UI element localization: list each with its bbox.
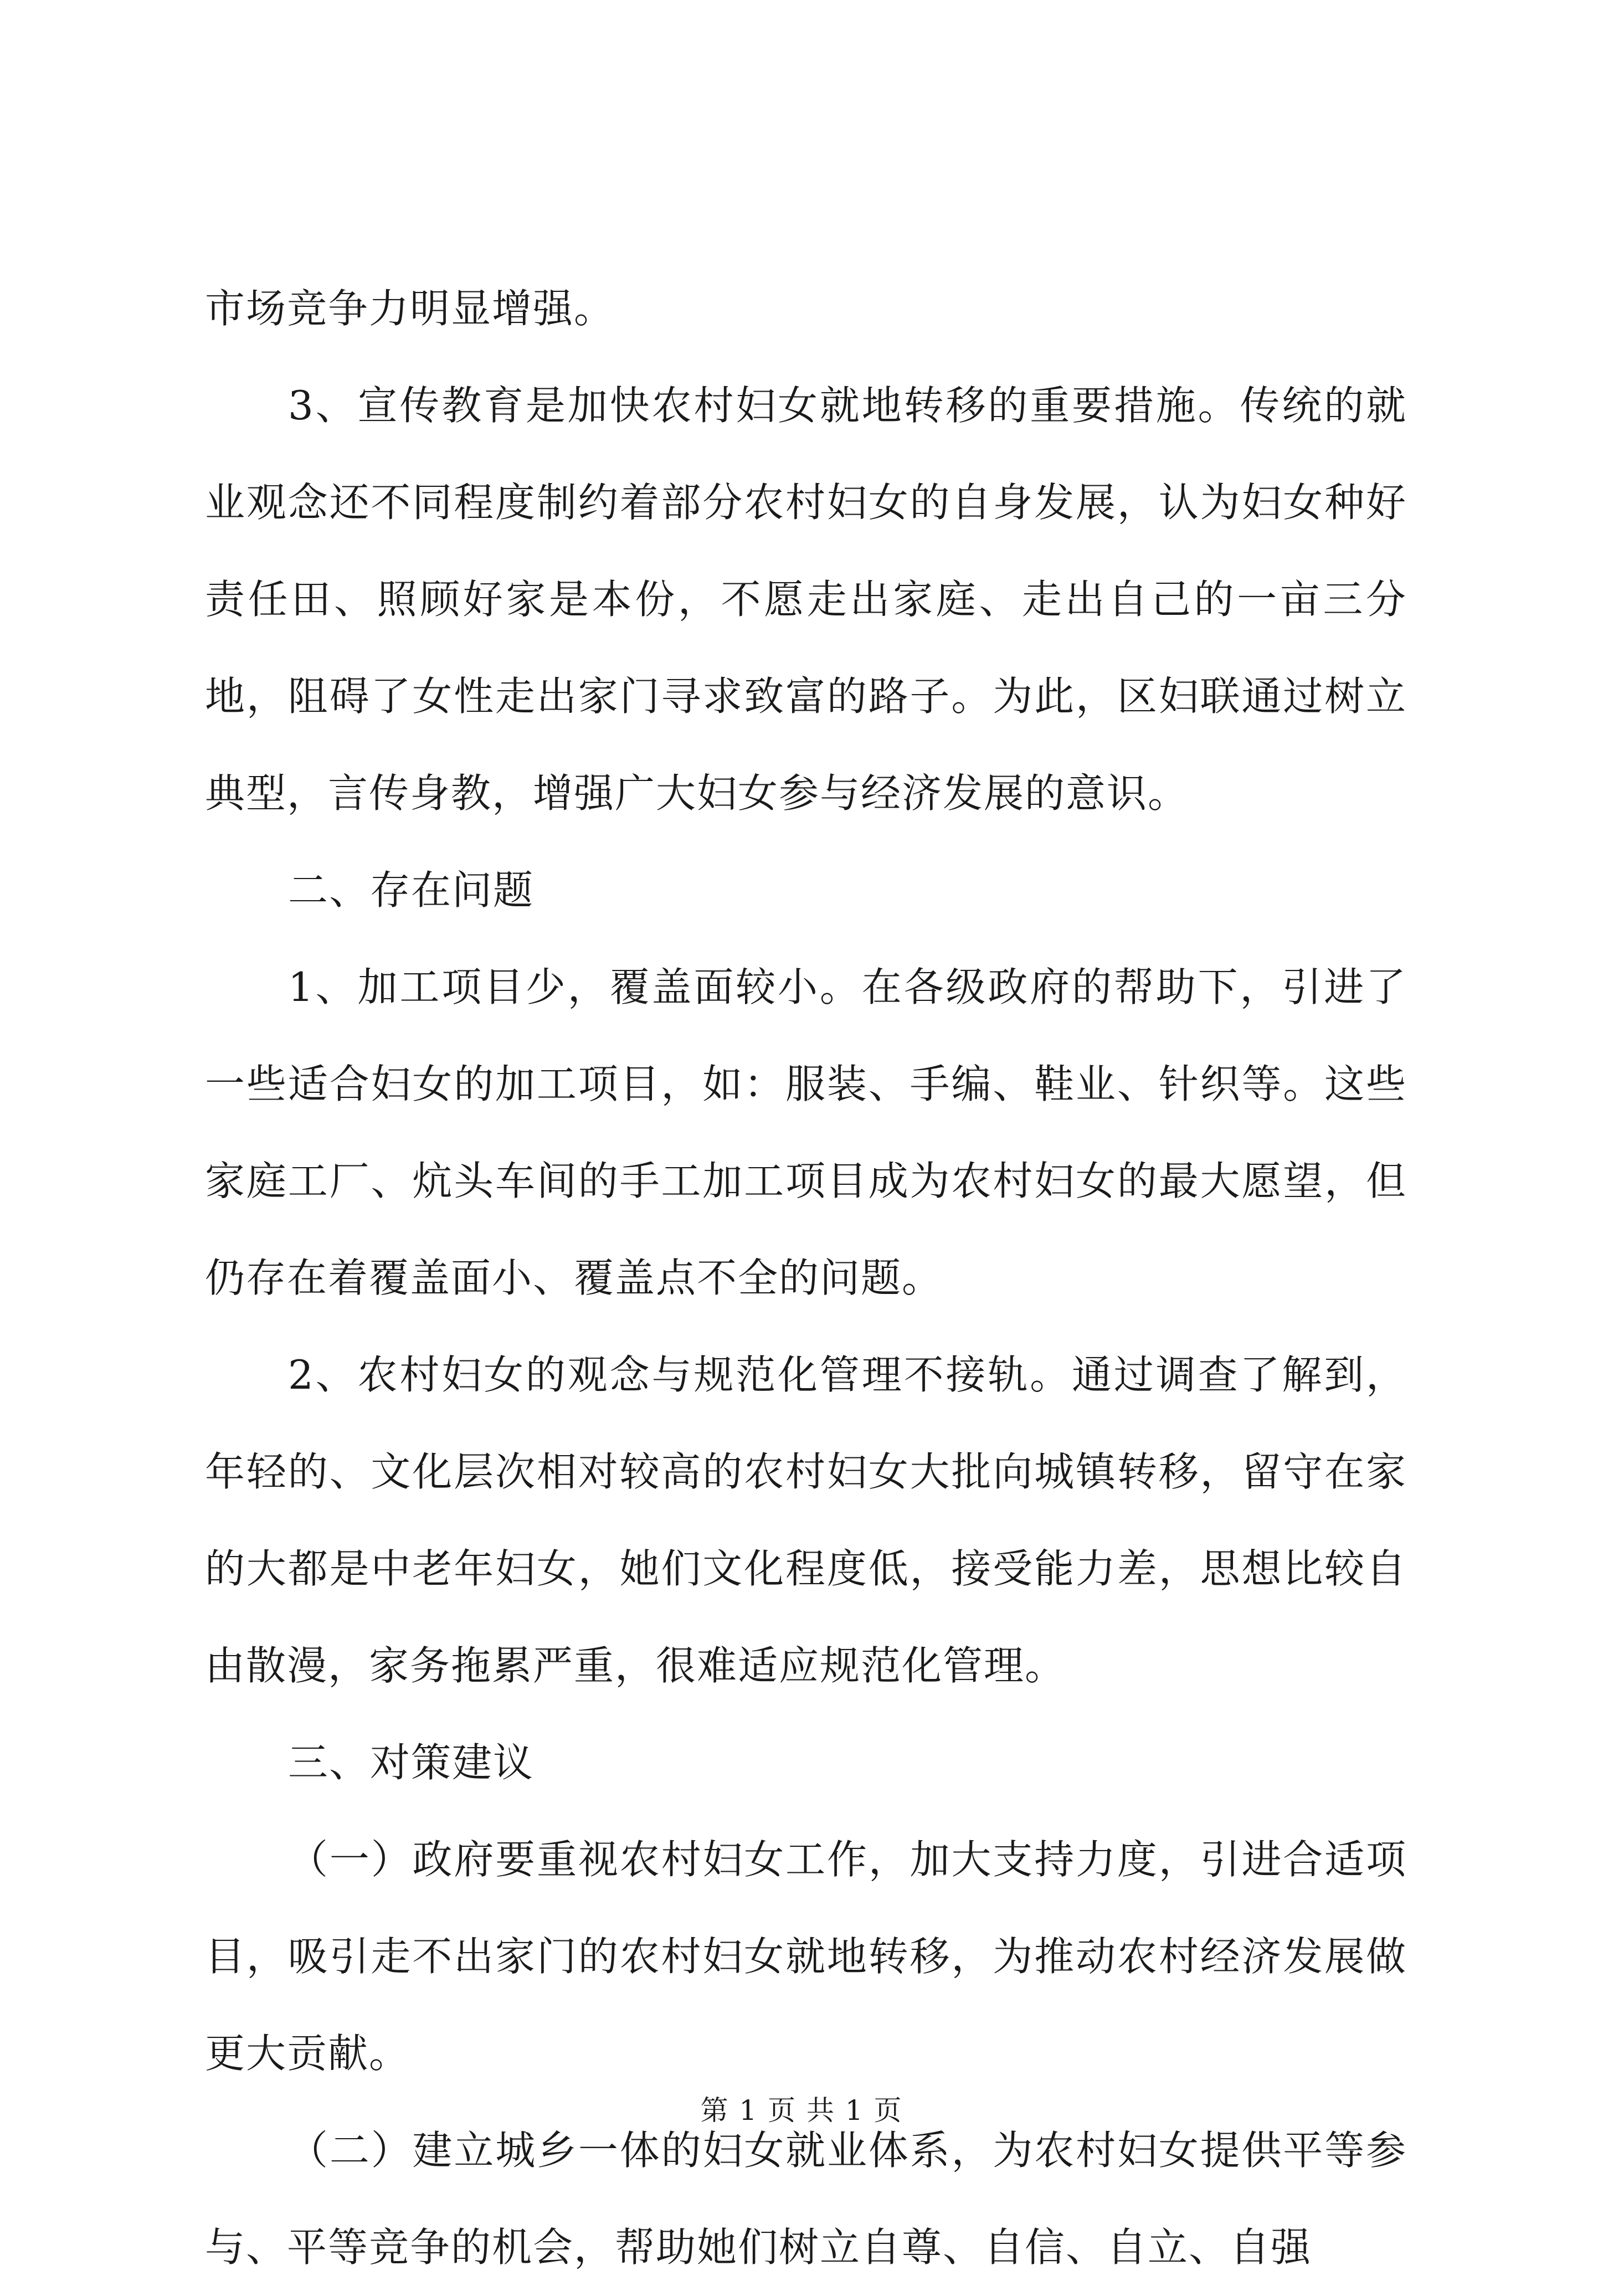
document-body — [205, 260, 1407, 2296]
paragraph-2: 3、宣传教育是加快农村妇女就地转移的重要措施。传统的就业观念还不同程度制约着部分农村妇女的自身发展，认为妇女种好责任田、照顾好家是本份，不愿走出家庭、走出自己的一亩三分地，阻碍了女性走出家门寻求致富的路子。为此，区妇联通过树立典型，言传身教，增强广大妇女参与经济发展的意识。 — [205, 382, 1407, 816]
section-heading-problems: 二、存在问题 — [288, 867, 535, 913]
paragraph-8: （二）建立城乡一体的妇女就业体系，为农村妇女提供平等参与、平等竞争的机会，帮助她们树立自尊、自信、自立、自强 — [205, 2127, 1407, 2271]
paragraph-5: 2、农村妇女的观念与规范化管理不接轨。通过调查了解到，年轻的、文化层次相对较高的农村妇女大批向城镇转移，留守在家的大都是中老年妇女，她们文化程度低，接受能力差，思想比较自由散漫，家务拖累严重，很难适应规范化管理。 — [205, 1352, 1407, 1689]
paragraph-1: 市场竞争力明显增强。 — [205, 285, 615, 332]
section-heading-suggestions: 三、对策建议 — [288, 1739, 535, 1786]
page-footer: 第 1 页 共 1 页 — [700, 2094, 903, 2127]
paragraph-4: 1、加工项目少，覆盖面较小。在各级政府的帮助下，引进了一些适合妇女的加工项目，如：服装、手编、鞋业、针织等。这些家庭工厂、炕头车间的手工加工项目成为农村妇女的最大愿望，但仍存在着覆盖面小、覆盖点不全的问题。 — [205, 964, 1407, 1301]
paragraph-7: （一）政府要重视农村妇女工作，加大支持力度，引进合适项目，吸引走不出家门的农村妇女就地转移，为推动农村经济发展做更大贡献。 — [205, 1836, 1407, 2077]
